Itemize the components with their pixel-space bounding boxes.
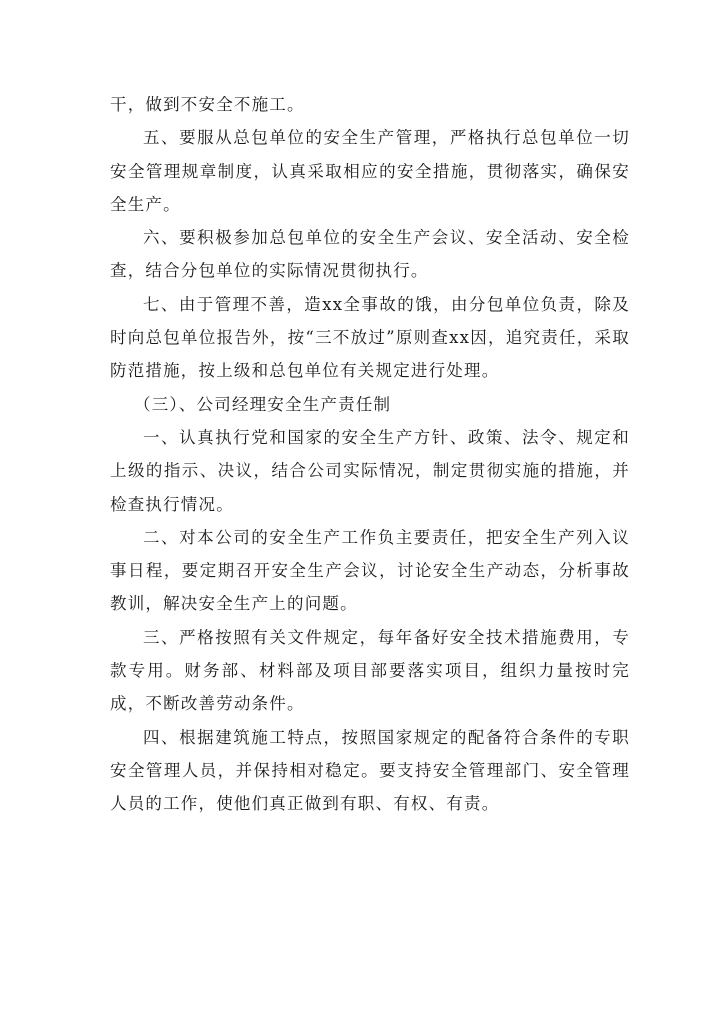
paragraph-item-2: 二、对本公司的安全生产工作负主要责任，把安全生产列入议事日程，要定期召开安全生产会议，讨论安全生产动态，分析事故教训，解决安全生产上的问题。 <box>110 527 630 614</box>
paragraph-item-5: 五、要服从总包单位的安全生产管理，严格执行总包单位一切安全管理规章制度，认真采取相应的安全措施，贯彻落实，确保安全生产。 <box>110 128 630 214</box>
section-heading: （三）、公司经理安全生产责任制 <box>134 394 392 414</box>
paragraph-item-6: 六、要积极参加总包单位的安全生产会议、安全活动、安全检查，结合分包单位的实际情况贯彻执行。 <box>110 228 630 281</box>
paragraph-continuation: 干，做到不安全不施工。 <box>110 95 305 114</box>
document-body <box>110 88 630 821</box>
paragraph-item-4: 四、根据建筑施工特点，按照国家规定的配备符合条件的专职安全管理人员，并保持相对稳定。要支持安全管理部门、安全管理人员的工作，使他们真正做到有职、有权、有责。 <box>110 727 630 814</box>
paragraph-item-1: 一、认真执行党和国家的安全生产方针、政策、法令、规定和上级的指示、决议，结合公司实际情况，制定贯彻实施的措施，并检查执行情况。 <box>110 427 630 514</box>
paragraph-item-3: 三、严格按照有关文件规定，每年备好安全技术措施费用，专款专用。财务部、材料部及项目部要落实项目，组织力量按时完成，不断改善劳动条件。 <box>110 627 630 714</box>
paragraph-item-7: 七、由于管理不善，造xx全事故的饿，由分包单位负责，除及时向总包单位报告外，按“三不放过”原则查xx因，追究责任，采取防范措施，按上级和总包单位有关规定进行处理。 <box>110 294 630 381</box>
